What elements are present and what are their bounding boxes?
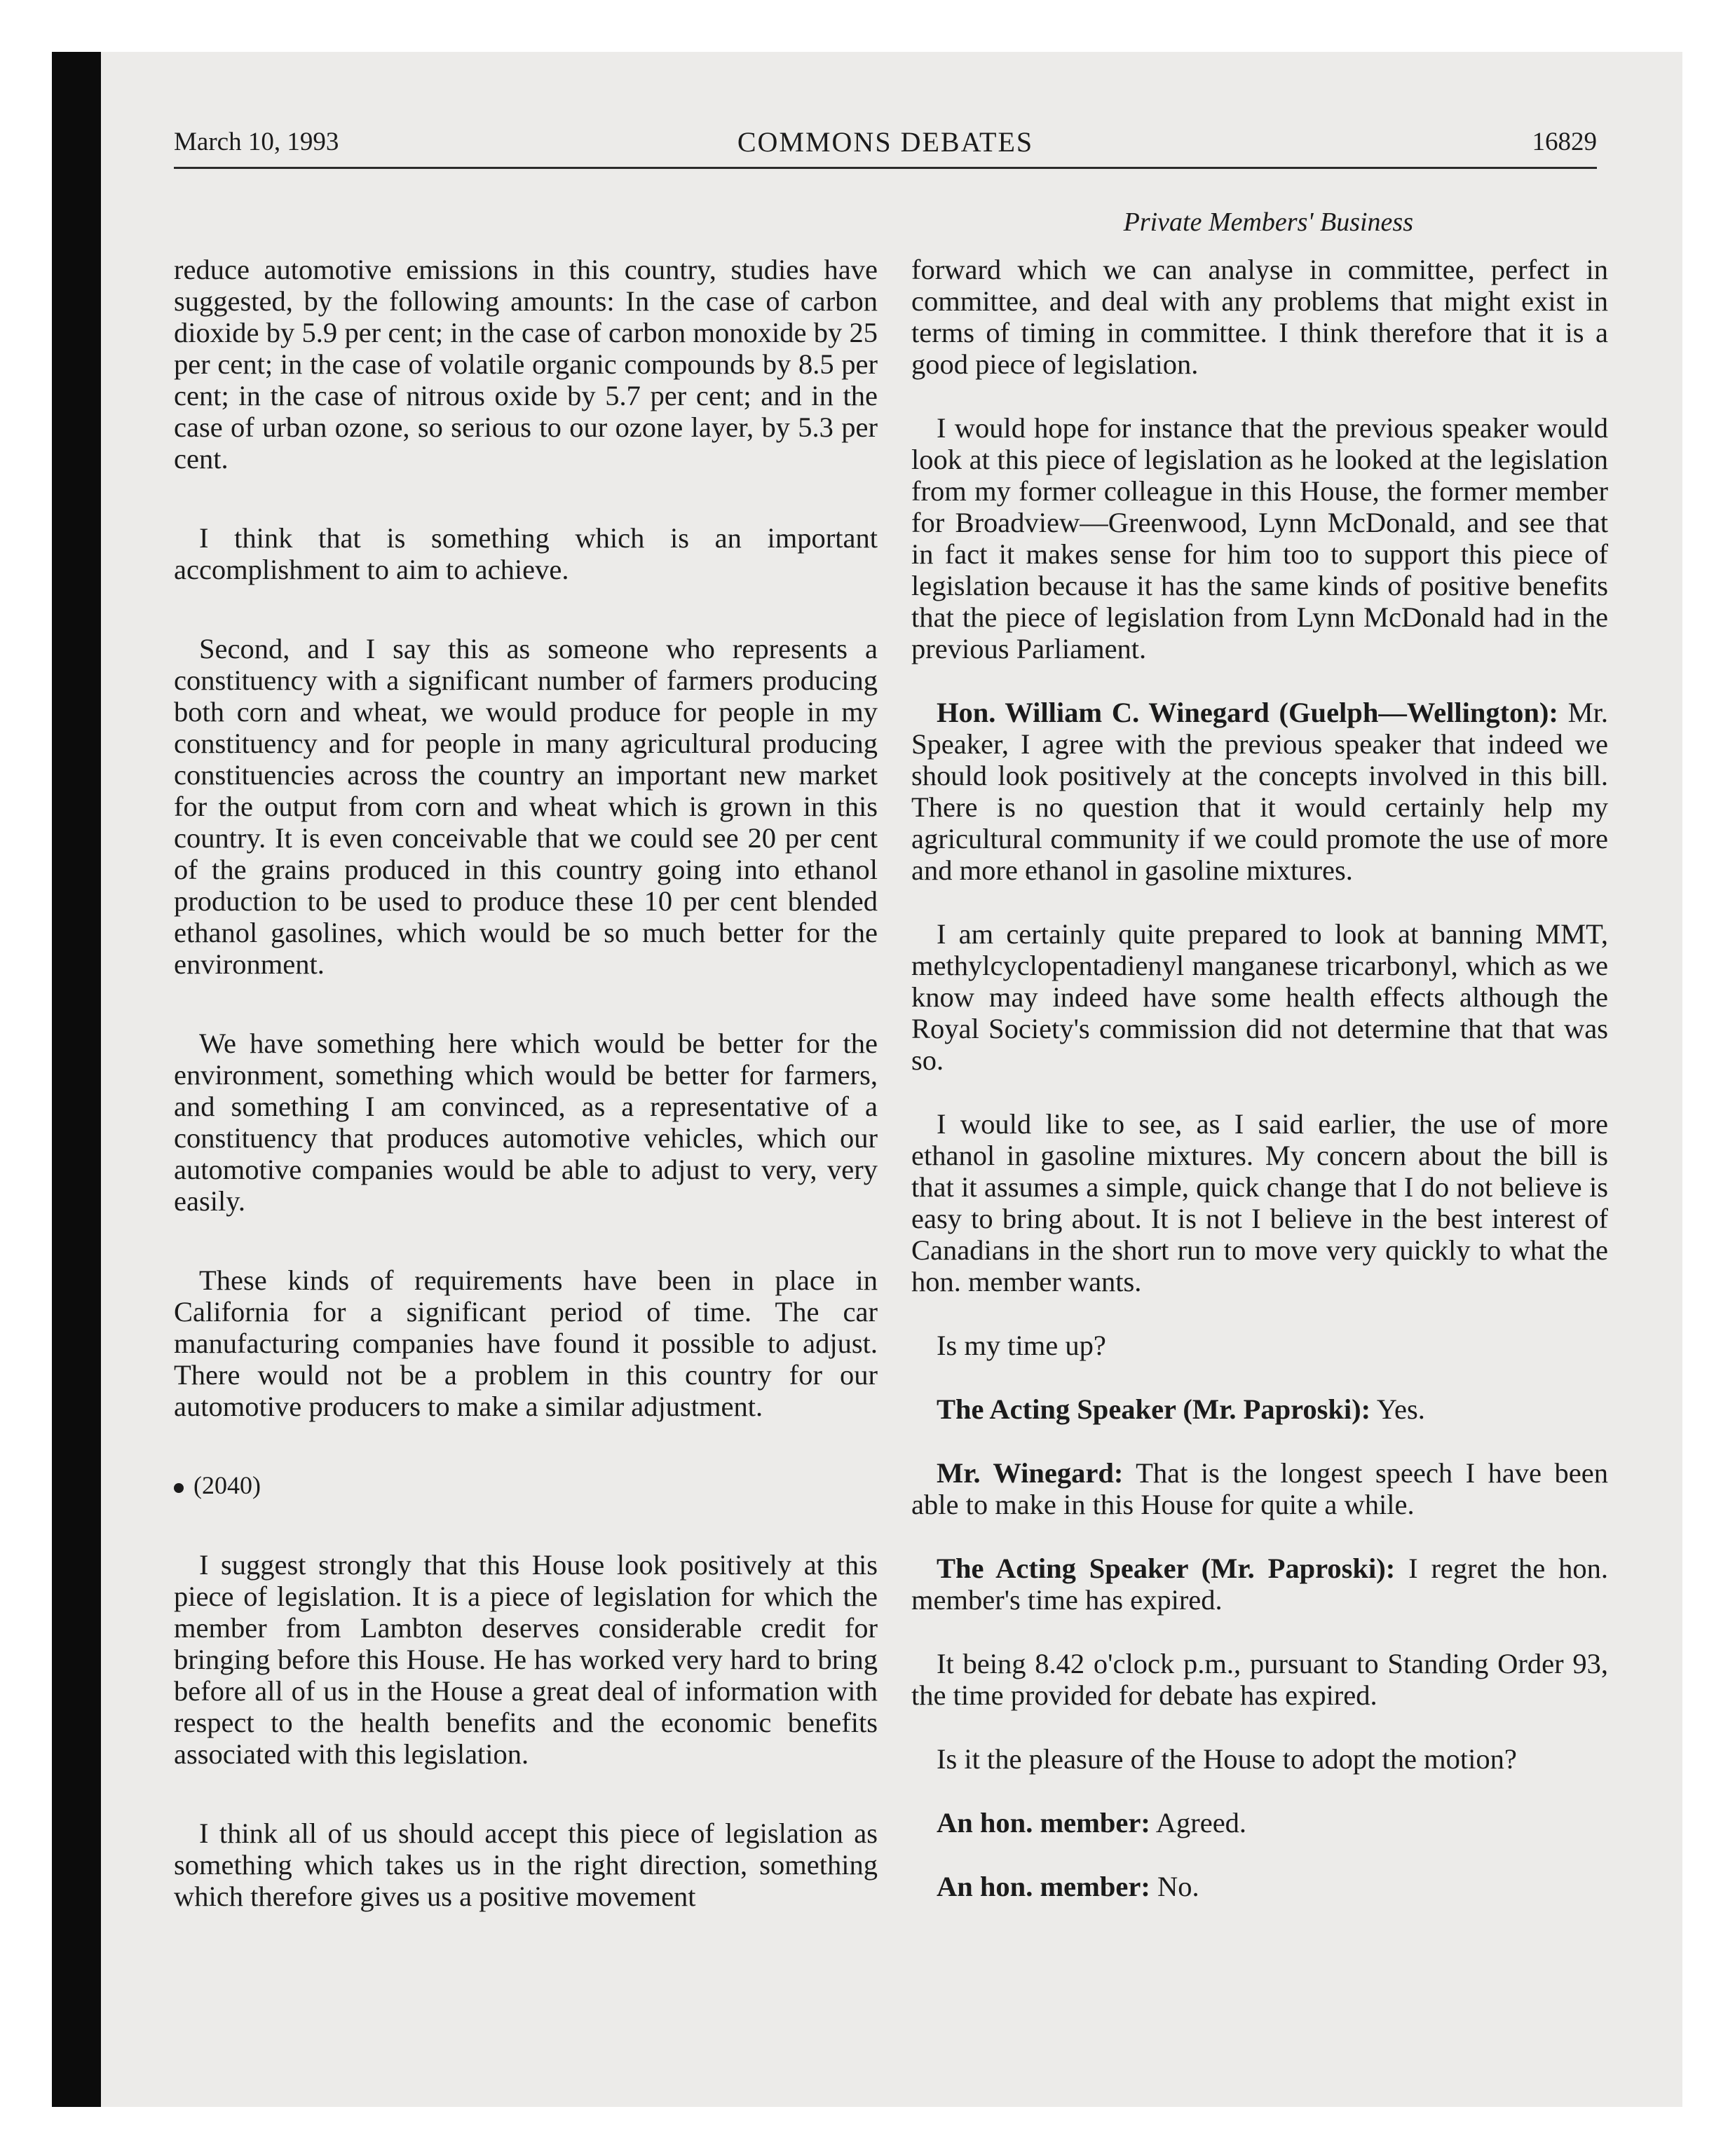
page-header <box>174 123 1597 167</box>
speech-text: Agreed. <box>1155 1807 1247 1838</box>
scan-edge-shadow <box>52 52 101 2107</box>
time-marker <box>174 1470 878 1501</box>
speech-paragraph <box>911 697 1608 886</box>
speech-paragraph <box>911 1457 1608 1520</box>
header-title: COMMONS DEBATES <box>737 126 1034 158</box>
speaker-name: The Acting Speaker (Mr. Paproski): <box>937 1393 1371 1425</box>
paragraph: We have something here which would be better for the environment, something which would be better for farmers, and something I am convinced, as a representative of a constituency that produces automotive vehicles, which our automotive companies would be able to adjust to very, very easily. <box>174 1028 878 1217</box>
header-date: March 10, 1993 <box>174 128 339 156</box>
header-page-number: 16829 <box>1532 128 1597 156</box>
paragraph: I think that is something which is an important accomplishment to aim to achieve. <box>174 522 878 585</box>
paragraph: I think all of us should accept this piece of legislation as something which takes us in the right direction, something which therefore gives us a positive movement <box>174 1817 878 1912</box>
speech-text: No. <box>1157 1871 1199 1902</box>
paragraph: These kinds of requirements have been in place in California for a significant period of time. The car manufacturing companies have found it possible to adjust. There would not be a problem in this country for our automotive producers to make a similar adjustment. <box>174 1264 878 1422</box>
paragraph: I would hope for instance that the previous speaker would look at this piece of legislation as he looked at the legislation from my former colleague in this House, the former member for Broadview—Greenwood, Lynn McDonald, and see that in fact it makes sense for him too to support this piece of legislation because it has the same kinds of positive benefits that the piece of legislation from Lynn McDonald had in the previous Parliament. <box>911 412 1608 664</box>
paragraph: Is my time up? <box>937 1330 1106 1361</box>
paragraph: It being 8.42 o'clock p.m., pursuant to Standing Order 93, the time provided for debate has expired. <box>911 1648 1608 1711</box>
time-marker-text: (2040) <box>193 1471 261 1499</box>
bullet-icon <box>174 1483 184 1493</box>
speech-text: Yes. <box>1376 1393 1425 1425</box>
paragraph: I am certainly quite prepared to look at banning MMT, methylcyclopentadienyl manganese tricarbonyl, which as we know may indeed have some health effects although the Royal Society's commission did not determine that that was so. <box>911 918 1608 1076</box>
section-label: Private Members' Business <box>1123 207 1413 237</box>
header-rule <box>174 167 1597 169</box>
right-column <box>911 254 1608 1902</box>
speech-paragraph <box>911 1871 1608 1902</box>
paragraph: I suggest strongly that this House look positively at this piece of legislation. It is a piece of legislation for which the member from Lambton deserves considerable credit for bringing before this House. He has worked very hard to bring before all of us in the House a great deal of information with respect to the health benefits and the economic benefits associated with this legislation. <box>174 1549 878 1770</box>
paragraph: reduce automotive emissions in this country, studies have suggested, by the following amounts: In the case of carbon dioxide by 5.9 per cent; in the case of carbon monoxide by 25 per cent; in the case of volatile organic compounds by 8.5 per cent; in the case of nitrous oxide by 5.7 per cent; and in the case of urban ozone, so serious to our ozone layer, by 5.3 per cent. <box>174 254 878 475</box>
speech-text: Mr. Speaker, I agree with the previous speaker that indeed we should look positively at the concepts involved in this bill. There is no question that it would certainly help my agricultural community if we could promote the use of more and more ethanol in gasoline mixtures. <box>911 697 1608 886</box>
paragraph: Is it the pleasure of the House to adopt the motion? <box>937 1743 1517 1775</box>
speech-paragraph <box>911 1553 1608 1616</box>
speaker-name: Mr. Winegard: <box>937 1457 1124 1489</box>
speaker-name: An hon. member: <box>937 1807 1150 1838</box>
speaker-name: The Acting Speaker (Mr. Paproski): <box>937 1553 1396 1584</box>
paragraph: Second, and I say this as someone who represents a constituency with a significant number of farmers producing both corn and wheat, we would produce for people in my constituency and for people in many agricultural producing constituencies across the country an important new market for the output from corn and wheat which is grown in this country. It is even conceivable that we could see 20 per cent of the grains produced in this country going into ethanol production to be used to produce these 10 per cent blended ethanol gasolines, which would be so much better for the environment. <box>174 633 878 980</box>
paragraph: I would like to see, as I said earlier, the use of more ethanol in gasoline mixtures. My concern about the bill is that it assumes a simple, quick change that I do not believe is easy to bring about. It is not I believe in the best interest of Canadians in the short run to move very quickly to what the hon. member wants. <box>911 1108 1608 1297</box>
speech-text: That is the longest speech I have been able to make in this House for quite a while. <box>911 1457 1608 1520</box>
speech-paragraph <box>911 1393 1608 1425</box>
speaker-name: Hon. William C. Winegard (Guelph—Wellington): <box>937 697 1558 728</box>
paragraph: forward which we can analyse in committee, perfect in committee, and deal with any problems that might exist in terms of timing in committee. I think therefore that it is a good piece of legislation. <box>911 254 1608 380</box>
speaker-name: An hon. member: <box>937 1871 1150 1902</box>
speech-paragraph <box>911 1807 1608 1838</box>
left-column <box>174 254 878 1912</box>
speech-text: I regret the hon. member's time has expired. <box>911 1553 1608 1616</box>
